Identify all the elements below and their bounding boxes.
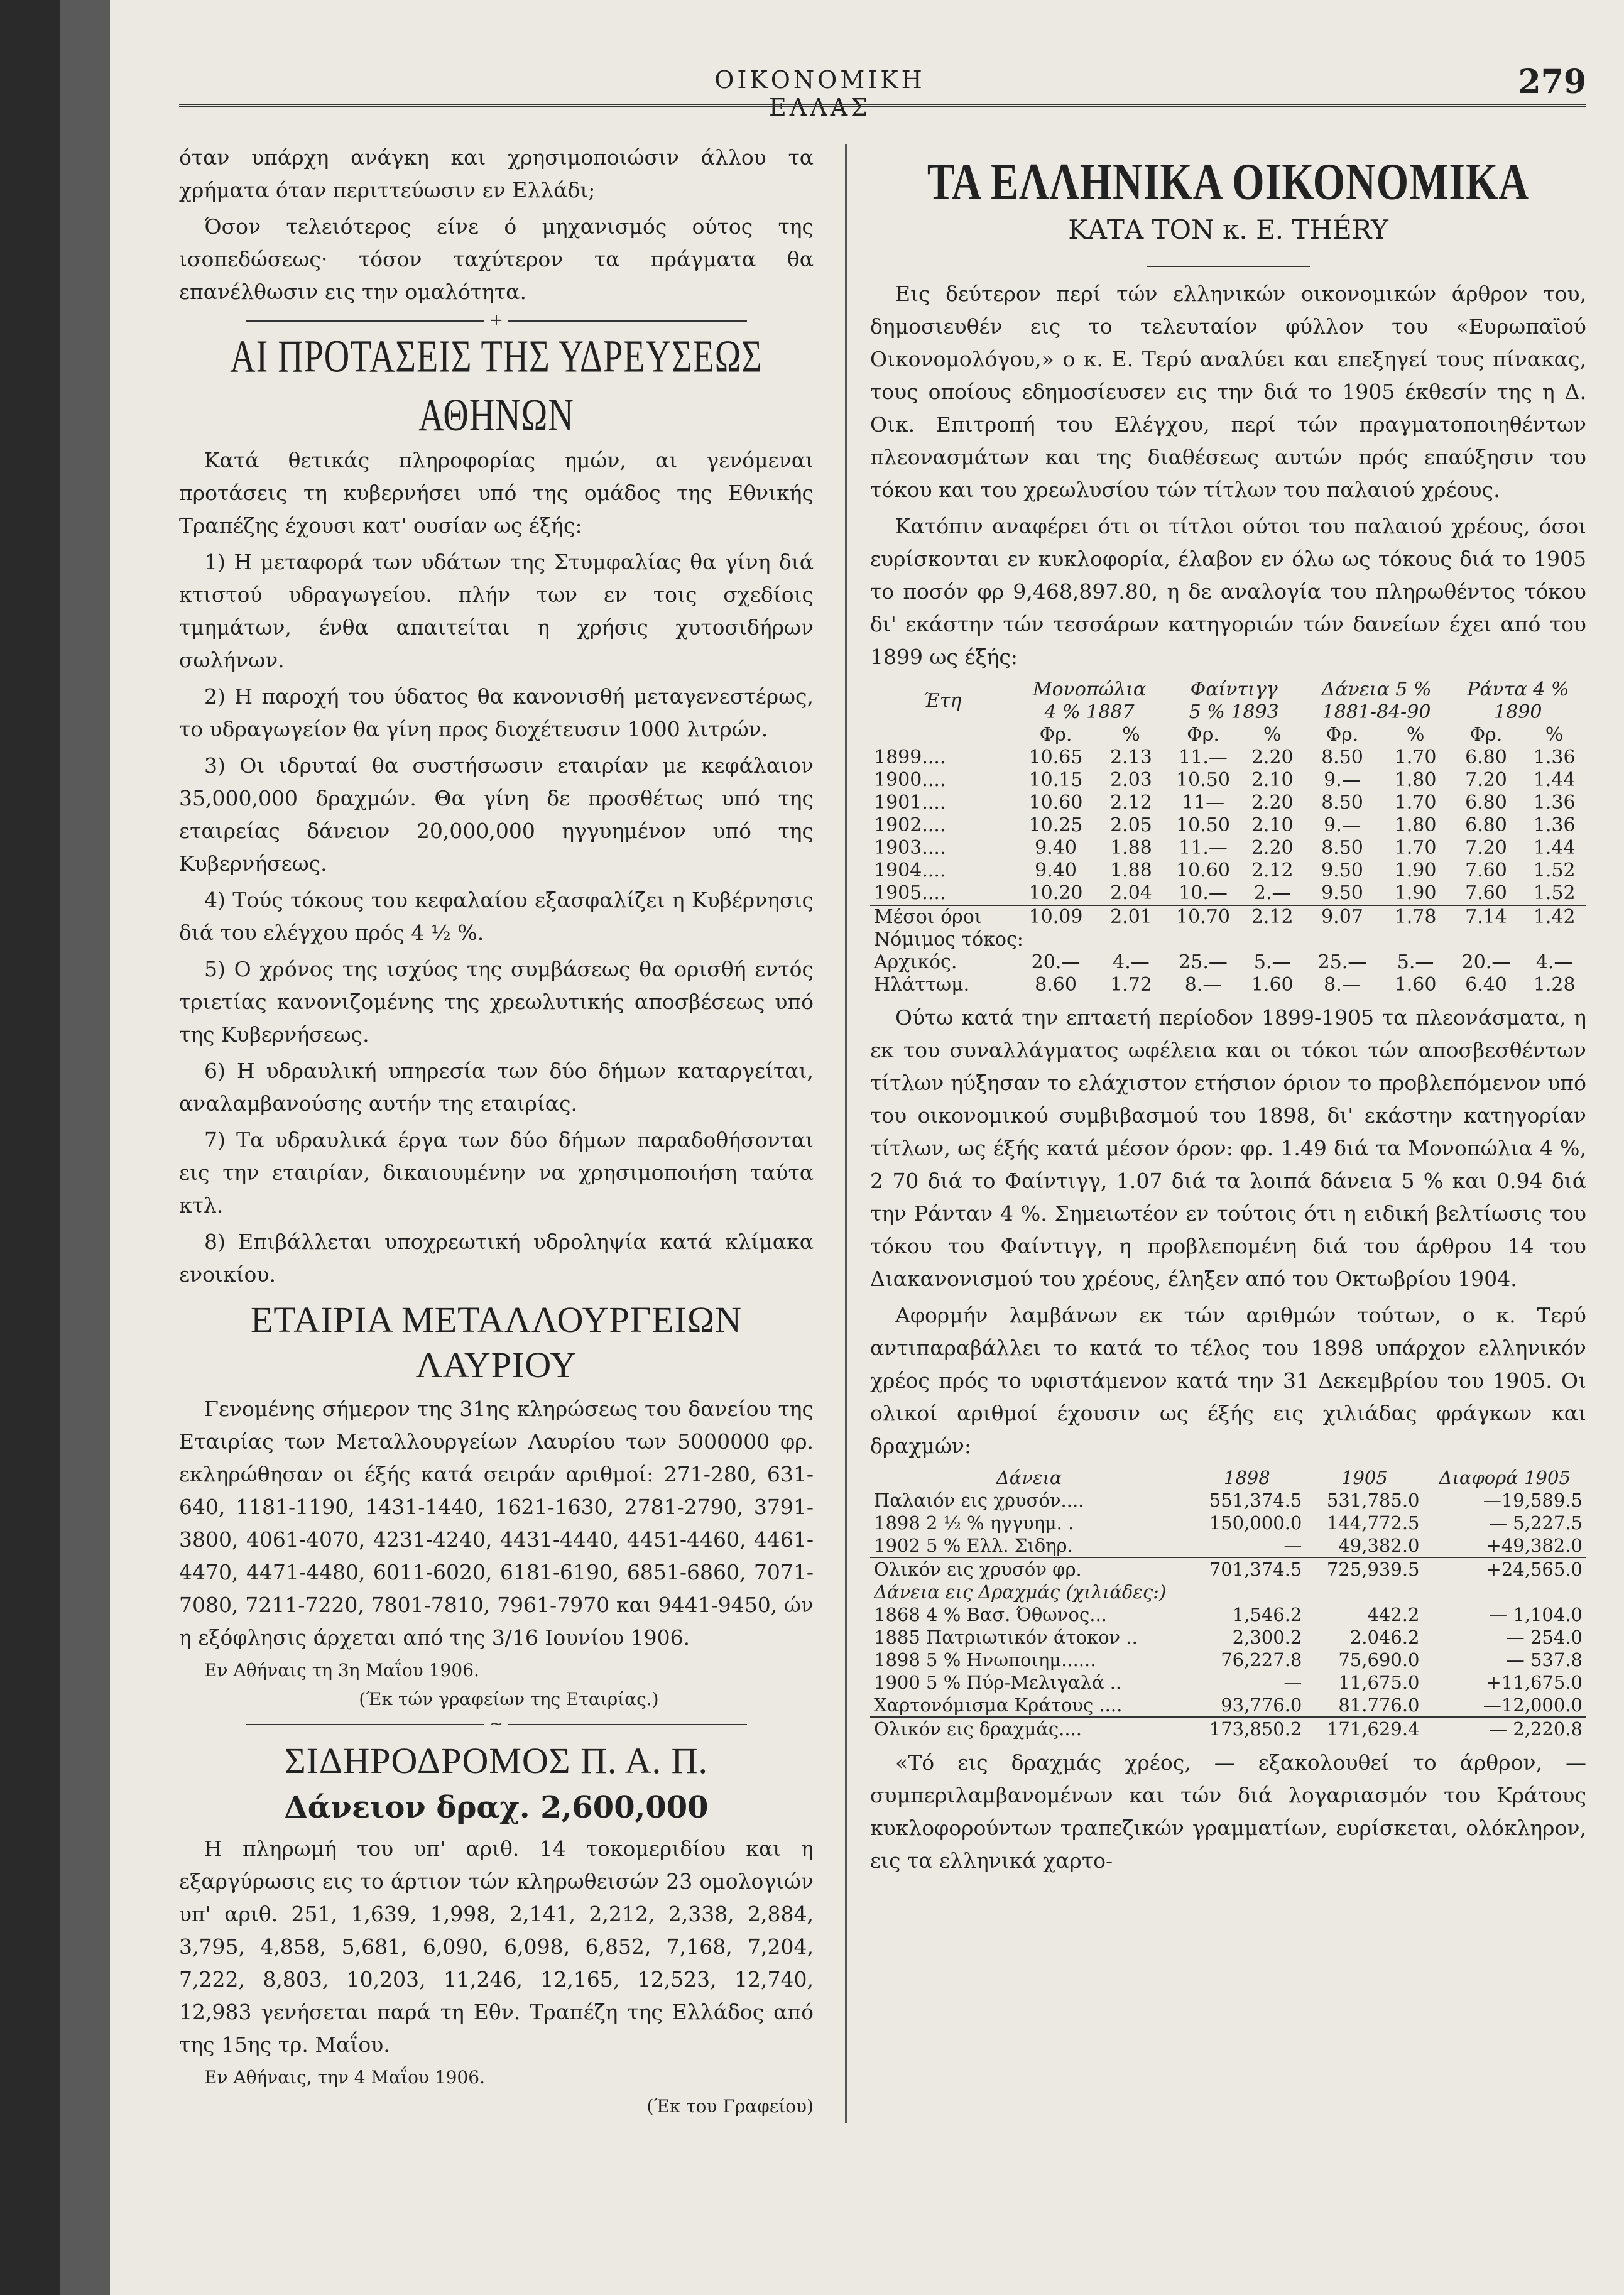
- table-cell: +24,565.0: [1423, 1557, 1586, 1581]
- row-label: Μέσοι όροι: [870, 905, 1014, 929]
- table-cell: 2.20: [1251, 837, 1294, 859]
- table-cell: 5.—: [1253, 951, 1291, 973]
- water-item: 8) Επιβάλλεται υποχρεωτική υδροληψία κατά κλίμακα ενοικίου.: [179, 1229, 814, 1287]
- ornament-divider: +: [179, 312, 814, 329]
- table-cell: 1.44: [1533, 769, 1576, 791]
- table-cell: 49,382.0: [1338, 1535, 1420, 1556]
- table-cell: 4.—: [1535, 951, 1573, 973]
- row-label: 1904....: [874, 859, 946, 881]
- table-cell: [870, 724, 1014, 746]
- table-cell: 10.50: [1176, 814, 1230, 836]
- table-cell: 6.80: [1465, 746, 1507, 768]
- intro-paragraph: όταν υπάρχη ανάγκη και χρησιμοποιώσιν άλλου τα χρήματα όταν περιττεύωσιν εν Ελλάδι;: [179, 145, 814, 202]
- table-cell: 171,629.4: [1305, 1717, 1423, 1740]
- table-cell: 6.40: [1465, 974, 1507, 996]
- table-cell: 2.12: [1251, 859, 1294, 881]
- table-unit-row: [870, 724, 1586, 746]
- table-cell: 10.20: [1028, 882, 1083, 904]
- legal-interest-label-row: [870, 929, 1586, 951]
- table-cell: 2.13: [1110, 746, 1152, 768]
- table-cell: 10.15: [1028, 769, 1083, 791]
- water-item: 2) Η παροχή του ύδατος θα κανονισθή μεταγενεστέρως, το υδραγωγείον θα γίνη προς διοχέτευσιν 1000 λιτρών.: [179, 684, 814, 741]
- laurium-place-date: Εν Αθήναις τη 3η Μαΐου 1906.: [204, 1660, 479, 1681]
- table-cell: 25.—: [1179, 951, 1228, 973]
- table-cell: —: [1283, 1535, 1302, 1556]
- table-cell: 1.52: [1533, 859, 1576, 881]
- table-row: [870, 974, 1586, 996]
- table-header: 1898: [1223, 1467, 1270, 1488]
- table-cell: 6.80: [1465, 792, 1507, 814]
- table-cell: 1.70: [1394, 792, 1437, 814]
- railway-place-date: Εν Αθήναις, την 4 Μαΐου 1906.: [204, 2067, 486, 2088]
- intro-paragraph: Όσον τελειότερος είνε ό μηχανισμός ούτος της ισοπεδώσεως· τόσον ταχύτερον τα πράγματα θα επανέλθωσιν εις την ομαλότητα.: [179, 214, 814, 304]
- table-row: [870, 769, 1586, 792]
- table-cell: 76,227.8: [1221, 1649, 1302, 1671]
- table-cell: 10.65: [1028, 746, 1083, 768]
- row-label: Ολικόν εις χρυσόν φρ.: [870, 1557, 1188, 1581]
- total-row: [870, 1557, 1586, 1581]
- header-rule: [179, 104, 1586, 107]
- table-cell: —12,000.0: [1483, 1694, 1583, 1716]
- table-cell: 1.88: [1110, 837, 1152, 859]
- table-row: [870, 1649, 1586, 1671]
- table-cell: 7.20: [1465, 837, 1507, 859]
- article-title: ΤΑ ΕΛΛΗΝΙΚΑ ΟΙΚΟΝΟΜΙΚΑ: [927, 153, 1530, 210]
- table-cell: 1.90: [1394, 882, 1437, 904]
- table-row: [870, 1489, 1586, 1512]
- row-label: 1905....: [874, 882, 946, 904]
- table-cell: 531,785.0: [1326, 1490, 1420, 1511]
- page: [110, 0, 1624, 2295]
- table-row: [870, 1694, 1586, 1717]
- unit-cell: %: [1545, 724, 1564, 746]
- article-paragraph: Ούτω κατά την επταετή περίοδον 1899-1905 τα πλεονάσματα, η εκ του συναλλάγματος ωφέλεια και οι τόκοι τών αποσβεσθέντων τίτλων ηύξησαν το ελάχιστον ετήσιον όριον το προβλεπόμενον υπό του οικονομικού συμβιβασμού του 1898, δι' εκάστην κατηγορίαν τίτλων, ως έξής κατά μέσον όρον: φρ. 1.49 διά τα Μονοπώλια 4 %, 2 70 διά το Φαίντιγγ, 1.07 διά τα λοιπά δάνεια 5 % και 0.94 διά την Ράνταν 4 %. Σημειωτέον εν τούτοις ότι η ειδική βελτίωσις του τόκου του Φαίντιγγ, η προβλεπομένη διά του άρθρου 14 του Διακανονισμού του χρέους, έληξεν από του Οκτωβρίου 1904.: [870, 1005, 1586, 1291]
- table-cell: 1.60: [1251, 974, 1294, 996]
- railway-section-title: ΣΙΔΗΡΟΔΡΟΜΟΣ Π. Α. Π.: [284, 1740, 709, 1781]
- column-rule: [845, 144, 847, 2123]
- table-cell: 81.776.0: [1338, 1694, 1420, 1716]
- table-cell: 8.50: [1321, 837, 1363, 859]
- table-cell: —: [1283, 1672, 1302, 1693]
- table-cell: — 1,104.0: [1489, 1604, 1583, 1625]
- table-cell: 1,546.2: [1232, 1604, 1302, 1625]
- row-label: 1901....: [874, 792, 946, 814]
- table-cell: 7.60: [1465, 882, 1507, 904]
- table-row: [870, 859, 1586, 882]
- table-cell: — 5,227.5: [1489, 1512, 1583, 1534]
- table-cell: 9.50: [1321, 882, 1363, 904]
- table-row: [870, 792, 1586, 814]
- table-cell: 93,776.0: [1221, 1694, 1302, 1716]
- table-row: [870, 814, 1586, 837]
- row-label: Παλαιόν εις χρυσόν....: [874, 1490, 1084, 1511]
- table-row: [870, 1603, 1586, 1626]
- laurium-section-title: ΕΤΑΙΡΙΑ ΜΕΤΑΛΛΟΥΡΓΕΙΩΝ ΛΑΥΡΙΟΥ: [251, 1299, 742, 1385]
- table-cell: 2.05: [1110, 814, 1152, 836]
- table-cell: 1.80: [1394, 814, 1437, 836]
- table-subheader: 5 % 1893: [1189, 701, 1279, 723]
- water-section-title: ΑΙ ΠΡΟΤΑΣΕΙΣ ΤΗΣ ΥΔΡΕΥΣΕΩΣ ΑΘΗΝΩΝ: [230, 331, 763, 442]
- article-paragraph: Κατόπιν αναφέρει ότι οι τίτλοι ούτοι του παλαιού χρέους, όσοι ευρίσκονται εν κυκλοφορία, έλαβον εν όλω ως τόκους διά το 1905 το ποσόν φρ 9,468,897.80, η δε αναλογία του πληρωθέντος τόκου δι' εκάστην τών τεσσάρων κατηγοριών τών δανείων έχει από του 1899 ως έξής:: [870, 514, 1586, 669]
- table-cell: 1.72: [1110, 974, 1152, 996]
- table-cell: 1.78: [1381, 905, 1450, 929]
- table-header: Δάνεια: [996, 1467, 1062, 1488]
- table-cell: 173,850.2: [1188, 1717, 1305, 1740]
- row-label: 1903....: [874, 837, 946, 859]
- railway-loan-line: Δάνειον δραχ. 2,600,000: [284, 1790, 709, 1825]
- total-row: [870, 1717, 1586, 1740]
- average-row: [870, 905, 1586, 929]
- table-cell: 1.88: [1110, 859, 1152, 881]
- table-cell: 9.50: [1321, 859, 1363, 881]
- page-number: 279: [1518, 63, 1586, 101]
- table-header: Ράντα 4 %: [1467, 679, 1569, 700]
- section-label: Δάνεια εις Δραχμάς (χιλιάδες:): [874, 1581, 1167, 1603]
- table-cell: 8.50: [1321, 746, 1363, 768]
- bond-table-body: [870, 724, 1586, 996]
- table-cell: 7.20: [1465, 769, 1507, 791]
- table-subheader: 1881-84-90: [1322, 701, 1431, 723]
- unit-cell: %: [1122, 724, 1140, 746]
- water-item: 4) Τούς τόκους του κεφαλαίου εξασφαλίζει η Κυβέρνησις διά του ελέγχου πρός 4 ½ %.: [179, 888, 814, 945]
- row-label: 1900....: [874, 769, 946, 791]
- table-cell: 701,374.5: [1188, 1557, 1305, 1581]
- article-paragraph: Αφορμήν λαμβάνων εκ τών αριθμών τούτων, ο κ. Τερύ αντιπαραβάλλει το κατά το τέλος του 1898 υπάρχον ελληνικόν χρέος πρός το υφιστάμενον κατά την 31 Δεκεμβρίου του 1905. Οι ολικοί αριθμοί έχουσιν ως έξής εις χιλιάδας φράγκων και δραχμών:: [870, 1303, 1586, 1458]
- table-cell: +11,675.0: [1486, 1672, 1583, 1693]
- table-cell: 2.20: [1251, 792, 1294, 814]
- table-cell: —19,589.5: [1483, 1490, 1583, 1511]
- table-cell: 20.—: [1461, 951, 1511, 973]
- table-cell: 10.60: [1028, 792, 1083, 814]
- unit-cell: %: [1263, 724, 1282, 746]
- table-cell: 20.—: [1031, 951, 1081, 973]
- row-label: 1868 4 % Βασ. Όθωνος...: [874, 1604, 1107, 1625]
- table-cell: 2.—: [1253, 882, 1291, 904]
- table-header: Φαίντιγγ: [1190, 679, 1278, 700]
- unit-cell: Φρ.: [1326, 724, 1359, 746]
- table-cell: 1.36: [1533, 746, 1576, 768]
- table-cell: 2.10: [1251, 769, 1294, 791]
- running-title: ΟΙΚΟΝΟΜΙΚΗ ΕΛΛΑΣ: [714, 66, 925, 121]
- table-cell: 551,374.5: [1209, 1490, 1302, 1511]
- table-cell: 11—: [1181, 792, 1225, 814]
- table-cell: 11.—: [1179, 837, 1228, 859]
- table-cell: — 537.8: [1506, 1649, 1583, 1671]
- table-header: Μονοπώλια: [1032, 679, 1147, 700]
- table-cell: 1.70: [1394, 837, 1437, 859]
- bond-interest-table: [870, 679, 1586, 996]
- table-cell: 25.—: [1317, 951, 1367, 973]
- table-cell: 10.60: [1176, 859, 1230, 881]
- unit-cell: Φρ.: [1187, 724, 1219, 746]
- table-cell: 11,675.0: [1338, 1672, 1420, 1693]
- table-cell: 1.28: [1533, 974, 1576, 996]
- table-subheader: 4 % 1887: [1044, 701, 1135, 723]
- table-cell: 9.40: [1035, 837, 1077, 859]
- unit-cell: Φρ.: [1039, 724, 1072, 746]
- table-cell: 8.—: [1324, 974, 1361, 996]
- table-cell: — 2,220.8: [1423, 1717, 1586, 1740]
- table-cell: 9.40: [1035, 859, 1077, 881]
- table-cell: 2.20: [1251, 746, 1294, 768]
- section-row: [870, 1581, 1586, 1603]
- table-cell: 2.03: [1110, 769, 1152, 791]
- table-cell: 1.42: [1522, 905, 1586, 929]
- row-label: Νόμιμος τόκος:: [874, 929, 1023, 951]
- table-cell: 1.52: [1533, 882, 1576, 904]
- right-column: [870, 141, 1586, 1881]
- ornament-divider: ~: [179, 1716, 814, 1732]
- row-label: 1898 5 % Ηνωποιημ......: [874, 1649, 1096, 1671]
- table-cell: 8.60: [1035, 974, 1077, 996]
- laurium-source: (Έκ τών γραφείων της Εταιρίας.): [359, 1689, 659, 1709]
- row-label: 1900 5 % Πύρ-Μελιγαλά ..: [874, 1672, 1122, 1693]
- table-row: [870, 1671, 1586, 1694]
- table-cell: — 254.0: [1506, 1627, 1583, 1648]
- table-header: Διαφορά 1905: [1439, 1467, 1571, 1488]
- table-header: 1905: [1341, 1467, 1388, 1488]
- table-cell: 1.70: [1394, 746, 1437, 768]
- table-row: [870, 1534, 1586, 1557]
- table-cell: 1.60: [1394, 974, 1437, 996]
- table-row: [870, 1512, 1586, 1534]
- row-label: Ολικόν εις δραχμάς....: [870, 1717, 1188, 1740]
- table-cell: 2.046.2: [1349, 1627, 1420, 1648]
- water-item: 6) Η υδραυλική υπηρεσία των δύο δήμων καταργείται, αναλαμβανούσης αυτήν της εταιρίας.: [179, 1059, 814, 1116]
- railway-text: Η πληρωμή του υπ' αριθ. 14 τοκομεριδίου και η εξαργύρωσις εις το άρτιον τών κληρωθεισών 23 ομολογιών υπ' αριθ. 251, 1,639, 1,998, 2,141, 2,212, 2,338, 2,884, 3,795, 4,858, 5,681, 6,090, 6,098, 6,852, 7,168, 7,204, 7,222, 8,803, 10,203, 11,246, 12,165, 12,523, 12,740, 12,983 γενήσεται παρά τη Εθν. Τραπέζη της Ελλάδος από της 15ης τρ. Μαΐου.: [179, 1836, 814, 2057]
- row-label: 1902....: [874, 814, 946, 836]
- table-cell: 10.25: [1028, 814, 1083, 836]
- row-label: 1885 Πατριωτικόν άτοκον ..: [874, 1627, 1138, 1648]
- table-cell: 1.44: [1533, 837, 1576, 859]
- table-cell: 442.2: [1367, 1604, 1420, 1625]
- table-row: [870, 746, 1586, 769]
- water-item: 3) Οι ιδρυταί θα συστήσωσιν εταιρίαν με κεφάλαιον 35,000,000 δραχμών. Θα γίνη δε προσθέτως υπό της εταιρείας δάνειον 20,000,000 ηγγυημένον υπό της Κυβερνήσεως.: [179, 753, 814, 876]
- table-cell: 725,939.5: [1305, 1557, 1423, 1581]
- table-cell: 9.—: [1324, 814, 1361, 836]
- article-paragraph: Εις δεύτερον περί τών ελληνικών οικονομικών άρθρον του, δημοσιευθέν εις το τελευταίον φύλλον του «Ευρωπαϊού Οικονομολόγου,» ο κ. Ε. Τερύ αναλύει και επεξηγεί τους πίνακας, τους οποίους εδημοσίευσεν εις την διά το 1905 έκθεσίν της η Δ. Οικ. Επιτροπή του Ελέγχου, περί τών πραγματοποιηθέντων πλεονασμάτων και της διαθέσεως αυτών πρός επαύξησιν του τόκου και του χρεωλυσίου τών τίτλων του παλαιού χρέους.: [870, 281, 1586, 502]
- water-item: 7) Τα υδραυλικά έργα των δύο δήμων παραδοθήσονται εις την εταιρίαν, δικαιουμένην να χρησιμοποιήση ταύτα κτλ.: [179, 1128, 814, 1218]
- table-cell: 10.09: [1014, 905, 1098, 929]
- table-cell: 8.50: [1321, 792, 1363, 814]
- table-row: [870, 1626, 1586, 1649]
- debt-comparison-table: [870, 1466, 1586, 1740]
- water-item: 1) Η μεταφορά των υδάτων της Στυμφαλίας θα γίνη διά κτιστού υδραγωγείου. πλήν των εν τοις σχεδίοις τμημάτων, ένθα απαιτείται η χρήσις χυτοσιδήρων σωλήνων.: [179, 550, 814, 672]
- table-cell: 1.36: [1533, 792, 1576, 814]
- table-cell: 2.04: [1110, 882, 1152, 904]
- table-cell: 2.12: [1110, 792, 1152, 814]
- laurium-text: Γενομένης σήμερον της 31ης κληρώσεως του δανείου της Εταιρίας των Μεταλλουργείων Λαυρίου των 5000000 φρ. εκληρώθησαν οι έξής κατά σειράν αριθμοί: 271-280, 631-640, 1181-1190, 1431-1440, 1621-1630, 2781-2790, 3791-3800, 4061-4070, 4231-4240, 4431-4440, 4451-4460, 4461-4470, 4471-4480, 6011-6020, 6181-6190, 6851-6860, 7071-7080, 7211-7220, 7801-7810, 7961-7970 και 9441-9450, ών η εξόφλησις άρχεται από της 3/16 Ιουνίου 1906.: [179, 1397, 814, 1650]
- debt-table-body: [870, 1489, 1586, 1740]
- table-cell: 6.80: [1465, 814, 1507, 836]
- table-cell: 2.01: [1098, 905, 1165, 929]
- water-item: 5) Ο χρόνος της ισχύος της συμβάσεως θα ορισθή εντός τριετίας κανονιζομένης της χρεωλυτικής αποσβέσεως υπό της Κυβερνήσεως.: [179, 957, 814, 1047]
- row-label: Χαρτονόμισμα Κράτους ....: [874, 1694, 1123, 1716]
- table-cell: +49,382.0: [1486, 1535, 1583, 1556]
- table-cell: 10.70: [1165, 905, 1241, 929]
- table-cell: 11.—: [1179, 746, 1228, 768]
- book-binding: [0, 0, 60, 2295]
- table-cell: 7.14: [1450, 905, 1523, 929]
- book-binding-shadow: [60, 0, 110, 2295]
- table-subheader: 1890: [1494, 701, 1542, 723]
- table-cell: 7.60: [1465, 859, 1507, 881]
- row-label: 1899....: [874, 746, 946, 768]
- unit-cell: Φρ.: [1469, 724, 1503, 746]
- table-row: [870, 951, 1586, 974]
- table-header: Δάνεια 5 %: [1321, 679, 1432, 700]
- table-cell: 8.—: [1184, 974, 1222, 996]
- table-cell: 150,000.0: [1209, 1512, 1302, 1534]
- table-row: [870, 837, 1586, 859]
- table-cell: 1.36: [1533, 814, 1576, 836]
- railway-source: (Έκ του Γραφείου): [646, 2096, 814, 2117]
- table-cell: 9.—: [1324, 769, 1361, 791]
- table-cell: 2.10: [1251, 814, 1294, 836]
- table-cell: 75,690.0: [1338, 1649, 1420, 1671]
- table-cell: 9.07: [1303, 905, 1381, 929]
- short-divider: [870, 258, 1586, 274]
- row-label: Αρχικός.: [874, 951, 957, 973]
- table-cell: 10.50: [1176, 769, 1230, 791]
- table-cell: 10.—: [1179, 882, 1228, 904]
- table-row: [870, 882, 1586, 905]
- table-cell: 1.90: [1394, 859, 1437, 881]
- unit-cell: %: [1406, 724, 1425, 746]
- water-intro: Κατά θετικάς πληροφορίας ημών, αι γενόμεναι προτάσεις τη κυβερνήσει υπό της ομάδος της Εθνικής Τραπέζης έχουσι κατ' ουσίαν ως έξής:: [179, 448, 814, 538]
- table-cell: 2.12: [1241, 905, 1303, 929]
- table-cell: 5.—: [1397, 951, 1434, 973]
- article-subtitle: ΚΑΤΑ ΤΟΝ κ. Ε. THÉRY: [1068, 214, 1388, 245]
- row-label: Ηλάττωμ.: [874, 974, 970, 996]
- article-paragraph: «Τό εις δραχμάς χρέος, — εξακολουθεί το άρθρον, — συμπεριλαμβανομένων και τών διά λογαριασμόν του Κράτους κυκλοφορούντων τραπεζικών γραμματίων, ευρίσκεται, ολόκληρον, εις τα ελληνικά χαρτο-: [870, 1750, 1586, 1873]
- table-cell: 2,300.2: [1232, 1627, 1302, 1648]
- table-cell: 144,772.5: [1326, 1512, 1420, 1534]
- table-cell: 1.80: [1394, 769, 1437, 791]
- table-cell: 4.—: [1113, 951, 1150, 973]
- row-label: 1902 5 % Ελλ. Σιδηρ.: [874, 1535, 1073, 1556]
- table-header: Έτη: [922, 690, 962, 712]
- row-label: 1898 2 ½ % ηγγυημ. .: [874, 1512, 1074, 1534]
- left-column: [179, 141, 814, 2123]
